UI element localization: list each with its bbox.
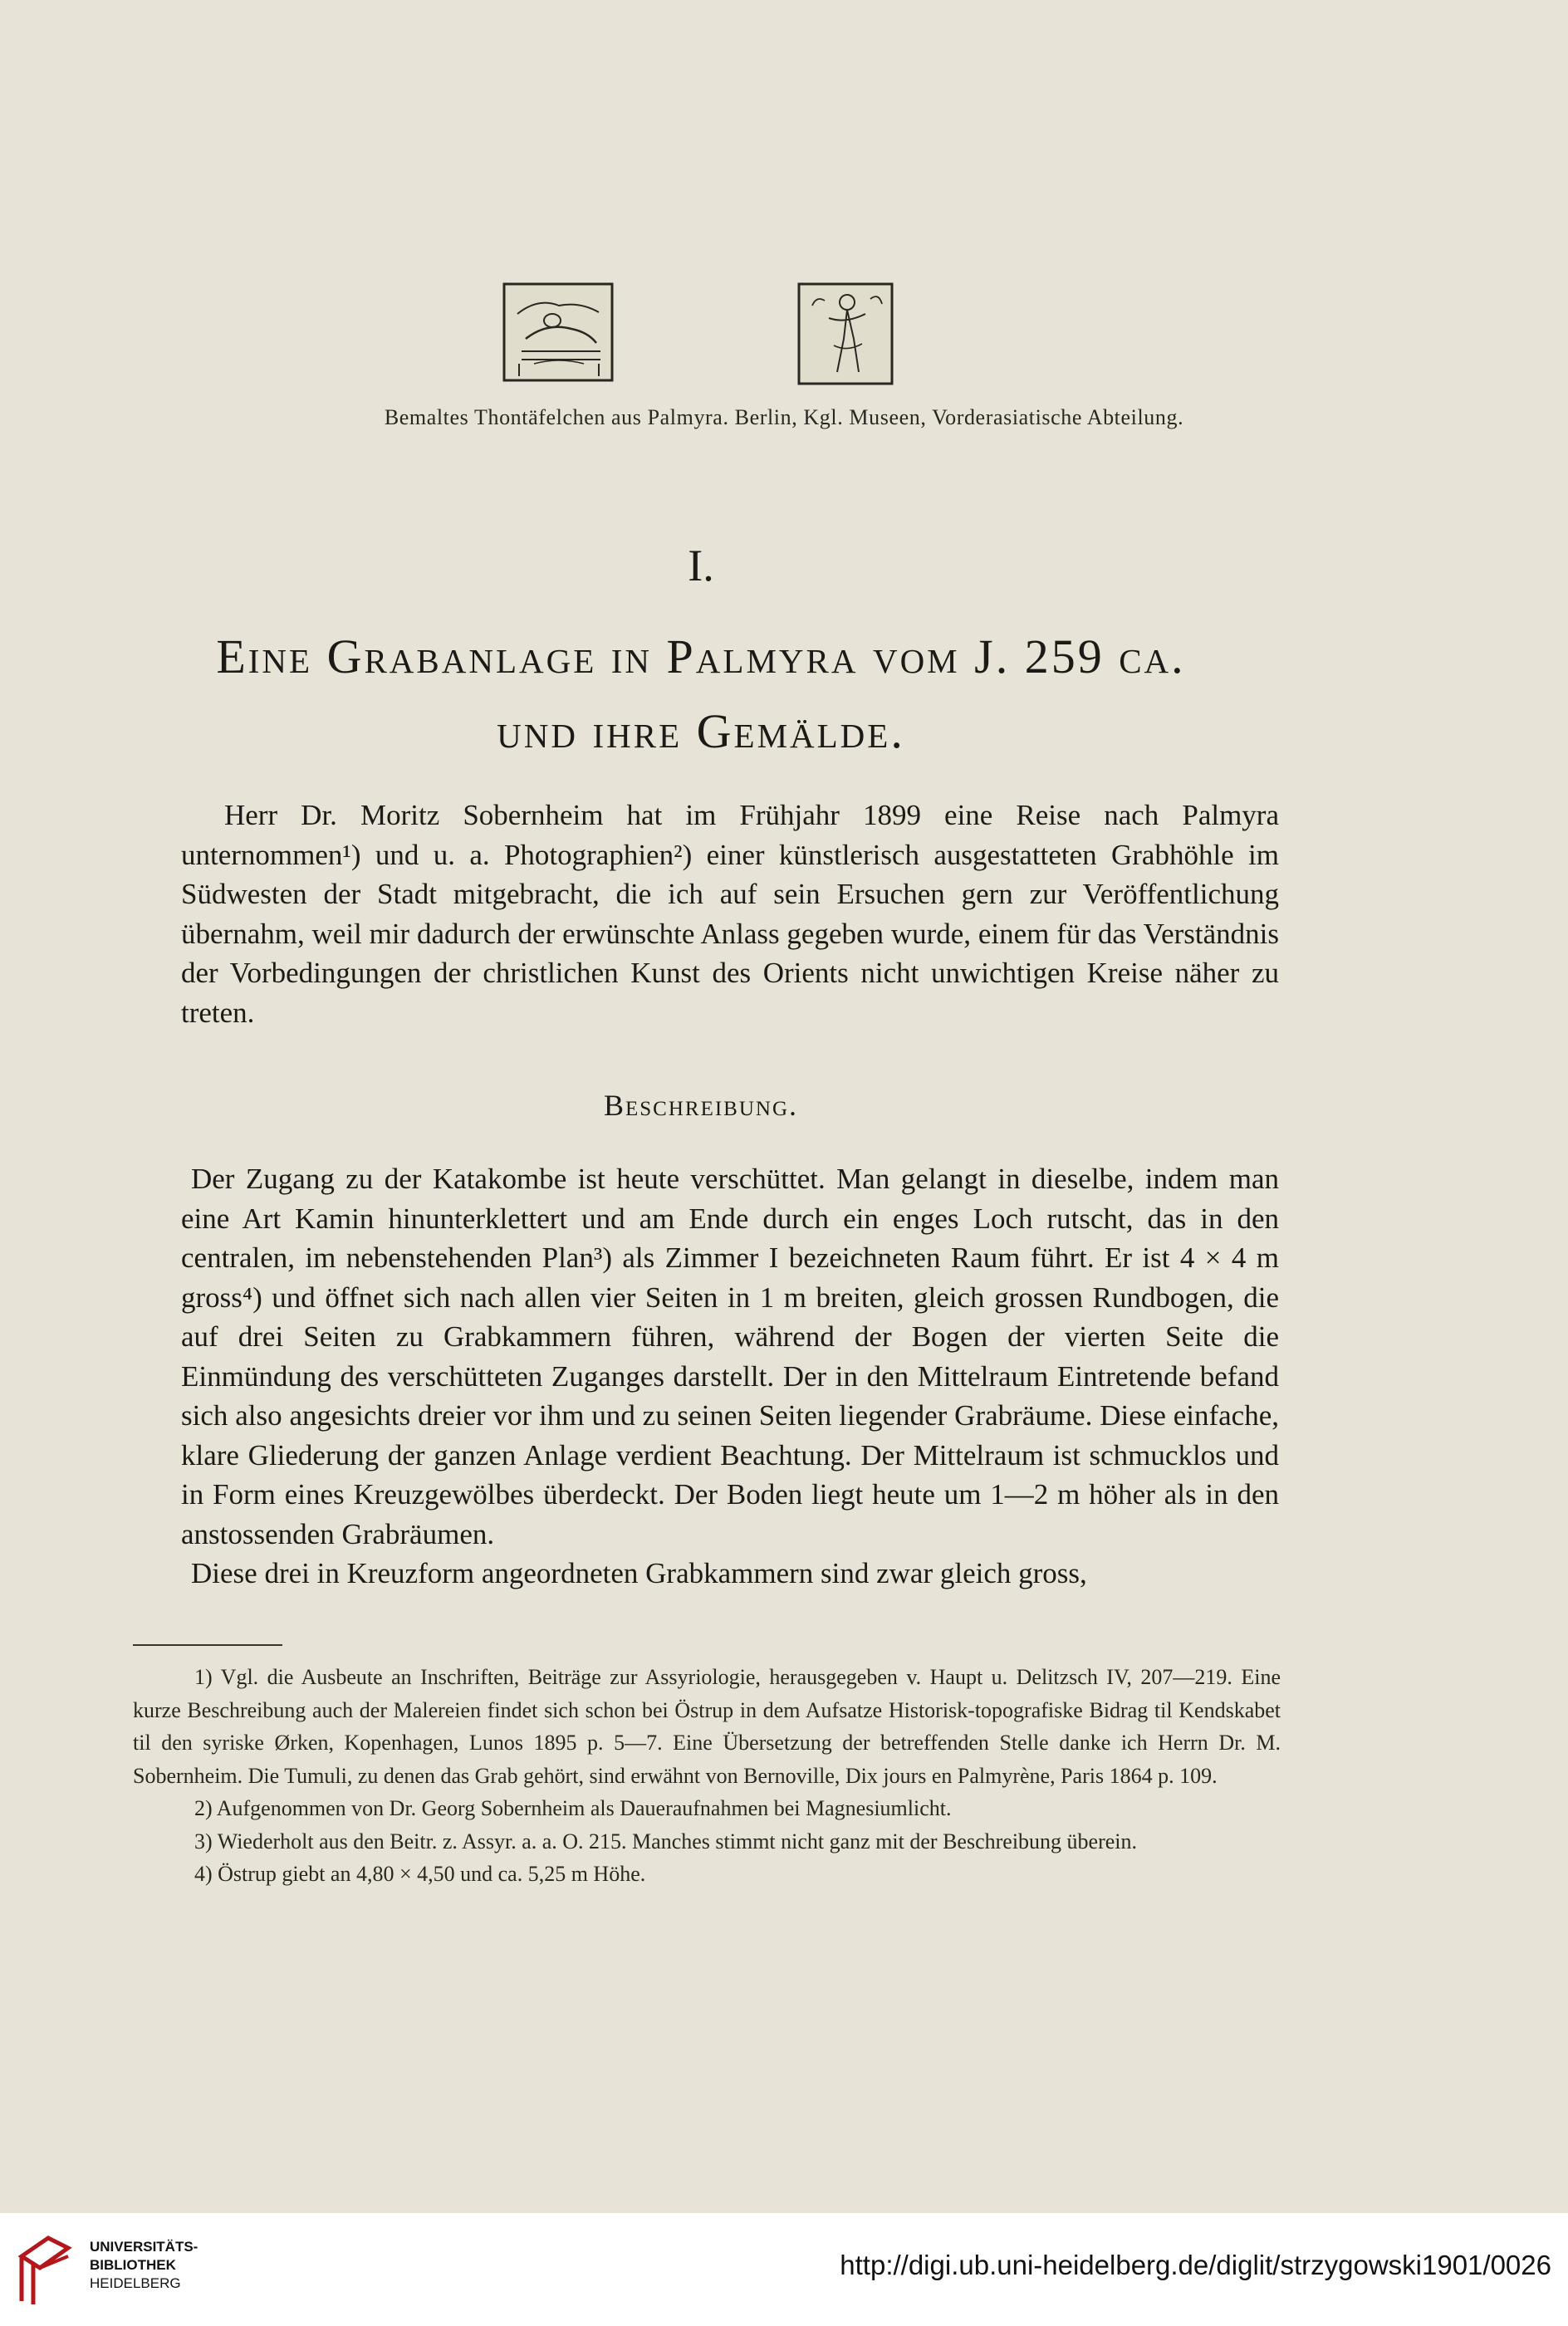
section-body: [181, 1159, 1279, 1594]
chapter-title-line-1: Eine Grabanlage in Palmyra vom J. 259 ca.: [216, 629, 1186, 683]
painted-clay-tablet-reclining-figure-icon: [501, 281, 617, 384]
library-line-1: UNIVERSITÄTS-: [90, 2239, 198, 2255]
footnotes: [133, 1661, 1281, 1891]
permalink-url[interactable]: http://digi.ub.uni-heidelberg.de/diglit/strzygowski1901/0026: [840, 2250, 1551, 2280]
figure-tablets: [0, 281, 1568, 397]
chapter-number: I.: [688, 541, 714, 590]
footnote-1: 1) Vgl. die Ausbeute an Inschriften, Beiträge zur Assyriologie, herausgegeben v. Haupt u. Delitzsch IV, 207—219. Eine kurze Beschreibung auch der Malereien findet sich schon bei Östrup in dem Aufsatze Historisk-topografiske Bidrag til Kendskabet til den syriske Ørken, Kopenhagen, Lunos 1895 p. 5—7. Eine Übersetzung der betreffenden Stelle danke ich Herrn Dr. M. Sobernheim. Die Tumuli, zu denen das Grab gehört, sind erwähnt von Bernoville, Dix jours en Palmyrène, Paris 1864 p. 109.: [133, 1665, 1281, 1788]
figure-caption: Bemaltes Thontäfelchen aus Palmyra. Berlin, Kgl. Museen, Vorderasiatische Abteilung.: [384, 405, 1184, 429]
library-line-2: BIBLIOTHEK: [90, 2257, 176, 2273]
footnote-2: 2) Aufgenommen von Dr. Georg Sobernheim als Daueraufnahmen bei Magnesiumlicht.: [194, 1796, 952, 1820]
intro-paragraph: Herr Dr. Moritz Sobernheim hat im Frühjahr 1899 eine Reise nach Palmyra unternommen¹) und u. a. Photographien²) einer künstlerisch ausgestatteten Grabhöhle im Südwesten der Stadt mitgebracht, die ich auf sein Ersuchen gern zur Veröffentlichung übernahm, weil mir dadurch der erwünschte Anlass gegeben wurde, einem für das Verständnis der Vorbedingungen der christlichen Kunst des Orients nicht unwichtigen Kreise näher zu treten.: [181, 799, 1279, 1029]
footnote-3: 3) Wiederholt aus den Beitr. z. Assyr. a. a. O. 215. Manches stimmt nicht ganz mit der Beschreibung überein.: [194, 1829, 1137, 1853]
painted-clay-tablet-standing-figure-icon: [796, 281, 897, 389]
library-name: [90, 2238, 198, 2293]
library-logo-icon: [15, 2231, 75, 2308]
body-paragraph-1: Der Zugang zu der Katakombe ist heute verschüttet. Man gelangt in dieselbe, indem man eine Art Kamin hinunterklettert und am Ende durch ein enges Loch rutscht, das in den centralen, im nebenstehenden Plan³) als Zimmer I bezeichneten Raum führt. Er ist 4 × 4 m gross⁴) und öffnet sich nach allen vier Seiten in 1 m breiten, gleich grossen Rundbogen, die auf drei Seiten zu Grabkammern führen, während der Bogen der vierten Seite die Einmündung des verschütteten Zuganges darstellt. Der in den Mittelraum Eintretende befand sich also angesichts dreier vor ihm und zu seinen Seiten liegender Grabräume. Diese einfache, klare Gliederung der ganzen Anlage verdient Beachtung. Der Mittelraum ist schmucklos und in Form eines Kreuzgewölbes überdeckt. Der Boden liegt heute um 1—2 m höher als in den anstossenden Grabräumen.: [181, 1163, 1279, 1550]
intro-text: [181, 796, 1279, 1032]
body-paragraph-2: Diese drei in Kreuzform angeordneten Grabkammern sind zwar gleich gross,: [191, 1557, 1087, 1589]
footnote-4: 4) Östrup giebt an 4,80 × 4,50 und ca. 5,25 m Höhe.: [194, 1862, 646, 1886]
footer-bar: [0, 2213, 1568, 2326]
chapter-title-line-2: und ihre Gemälde.: [497, 704, 905, 758]
footnote-separator: [133, 1644, 282, 1646]
library-line-3: HEIDELBERG: [90, 2275, 181, 2291]
section-heading: Beschreibung.: [603, 1089, 799, 1122]
